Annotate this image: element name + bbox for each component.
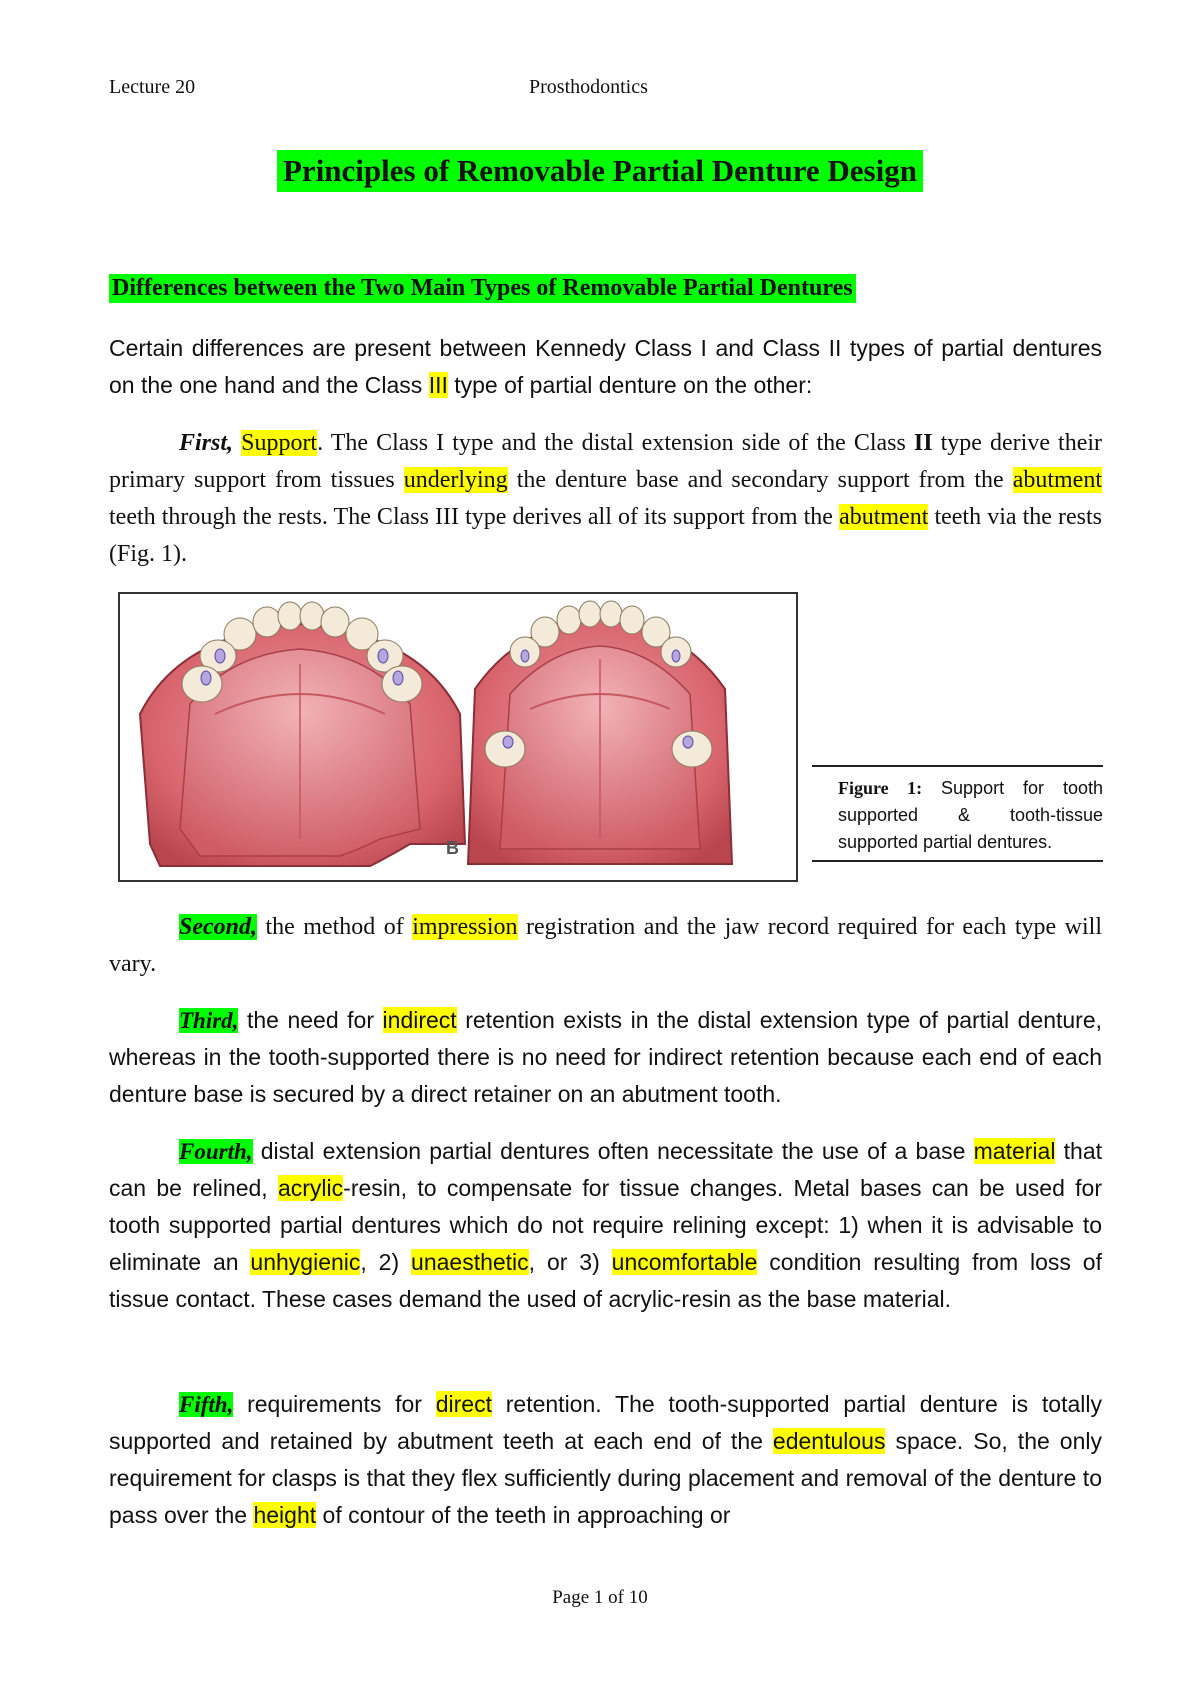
page-title: Principles of Removable Partial Denture Design (277, 150, 923, 192)
bold-class-ii: II (913, 430, 933, 456)
first-text-4: teeth through the rests. The Class III type derives all of its support from the (109, 504, 840, 530)
intro-paragraph (109, 330, 1102, 404)
fifth-text-3: space. So, the only requirement for clasps is that they flex sufficiently during placement and removal of the denture to pass over the (109, 1428, 1102, 1528)
highlight-unaesthetic: unaesthetic (411, 1249, 529, 1275)
highlight-direct: direct (435, 1391, 492, 1417)
label-second: Second, (179, 914, 257, 940)
fourth-text-5: , or 3) (528, 1249, 612, 1275)
highlight-underlying: underlying (403, 467, 508, 493)
label-fourth: Fourth, (179, 1139, 253, 1164)
caption-text: Support for tooth supported & tooth-tissue supported partial dentures. (838, 778, 1103, 852)
highlight-uncomfortable: uncomfortable (611, 1249, 758, 1275)
figure-caption (812, 765, 1103, 862)
first-text-1: . The Class I type and the distal extension side of the Class (317, 430, 914, 456)
paragraph-fifth (109, 1386, 1102, 1534)
highlight-unhygienic: unhygienic (250, 1249, 361, 1275)
figure-1-image (118, 592, 798, 882)
highlight-acrylic: acrylic (277, 1175, 344, 1201)
highlight-indirect: indirect (382, 1007, 457, 1033)
fifth-text-1: requirements for (233, 1391, 436, 1417)
label-fifth: Fifth, (179, 1392, 234, 1417)
first-text-5: teeth via the rests (Fig. 1). (109, 504, 1103, 567)
fourth-text-2: that can be relined, (109, 1138, 1102, 1201)
header-subject: Prosthodontics (529, 76, 648, 98)
fourth-text-3: -resin, to compensate for tissue changes. Metal bases can be used for tooth supported partial dentures which do not require relining except: 1) when it is advisable to eliminate an (109, 1175, 1102, 1275)
highlight-class-iii: III (428, 372, 448, 398)
fifth-text-2: retention. The tooth-supported partial denture is totally supported and retained by abutment teeth at each end of the (109, 1391, 1102, 1454)
highlight-abutment-1: abutment (1012, 467, 1102, 493)
fourth-text-4: , 2) (360, 1249, 412, 1275)
second-text-1: the method of (257, 914, 413, 940)
first-text-3: the denture base and secondary support from the (507, 467, 1013, 493)
highlight-material: material (973, 1138, 1056, 1164)
intro-text-1: Certain differences are present between Kennedy Class I and Class II types of partial dentures on the one hand and the Class (109, 335, 1102, 398)
label-third: Third, (179, 1008, 239, 1033)
fourth-text-1: distal extension partial dentures often necessitate the use of a base (252, 1138, 974, 1164)
highlight-height: height (253, 1502, 317, 1528)
first-text-2: type derive their primary support from tissues (109, 430, 1103, 493)
third-text-2: retention exists in the distal extension type of partial denture, whereas in the tooth-supported there is no need for indirect retention because each end of each denture base is secured by a direct retainer on an abutment tooth. (109, 1007, 1103, 1107)
paragraph-first (109, 425, 1102, 573)
fourth-text-6: condition resulting from loss of tissue contact. These cases demand the used of acrylic-resin as the base material. (109, 1249, 1102, 1312)
section-heading: Differences between the Two Main Types of Removable Partial Dentures (109, 274, 856, 303)
second-text-2: registration and the jaw record required for each type will vary. (109, 914, 1102, 977)
title-wrapper (0, 150, 1200, 192)
arch-left (140, 602, 465, 866)
page-number-footer: Page 1 of 10 (552, 1587, 648, 1608)
paragraph-fourth (109, 1133, 1102, 1318)
highlight-impression: impression (412, 914, 518, 940)
figure-label-b: B (446, 838, 459, 858)
paragraph-second (109, 909, 1102, 983)
highlight-edentulous: edentulous (772, 1428, 886, 1454)
label-first: First, (179, 430, 234, 456)
header-lecture: Lecture 20 (109, 76, 196, 98)
highlight-support: Support (241, 430, 318, 456)
intro-text-2: type of partial denture on the other: (447, 372, 813, 398)
highlight-abutment-2: abutment (839, 504, 929, 530)
fifth-text-4: of contour of the teeth in approaching or (316, 1502, 731, 1528)
caption-label: Figure 1: (838, 778, 923, 798)
running-header (109, 76, 1109, 106)
third-text-1: the need for (238, 1007, 383, 1033)
arch-right (468, 601, 732, 864)
paragraph-third (109, 1002, 1102, 1113)
